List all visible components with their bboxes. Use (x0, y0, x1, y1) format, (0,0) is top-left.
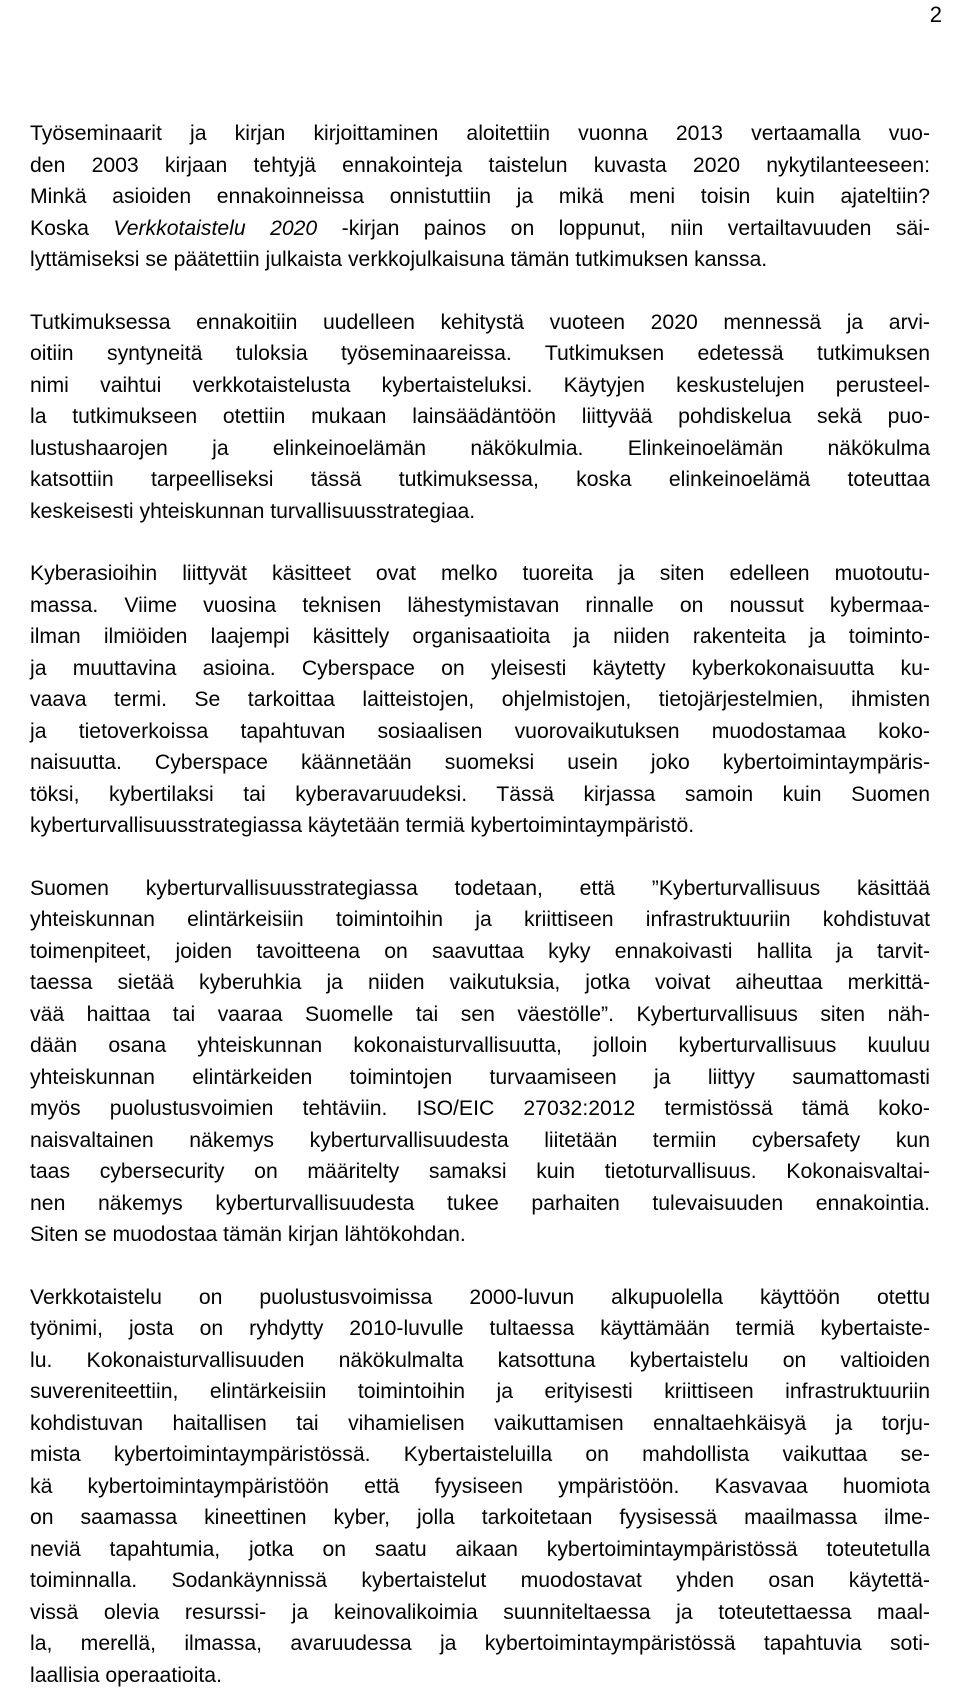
text-line: töksi, kybertilaksi tai kyberavaruudeksi. Tässä kirjassa samoin kuin Suomen (30, 779, 930, 811)
text-line: taas cybersecurity on määritelty samaksi kuin tietoturvallisuus. Kokonaisvaltai- (30, 1156, 930, 1188)
paragraph (30, 1282, 930, 1691)
text-line: naisvaltainen näkemys kyberturvallisuudesta liitetään termiin cybersafety kun (30, 1125, 930, 1157)
document-body (30, 118, 930, 1691)
text-line: toimenpiteet, joiden tavoitteena on saavuttaa kyky ennakoivasti hallita ja tarvit- (30, 936, 930, 968)
paragraph (30, 118, 930, 276)
text-line: on saamassa kineettinen kyber, jolla tarkoitetaan fyysisessä maailmassa ilme- (30, 1502, 930, 1534)
paragraph (30, 558, 930, 842)
text-line: la tutkimukseen otettiin mukaan lainsäädäntöön liittyvää pohdiskelua sekä puo- (30, 401, 930, 433)
text-line: toiminnalla. Sodankäynnissä kybertaistelut muodostavat yhden osan käytettä- (30, 1565, 930, 1597)
text-line: Suomen kyberturvallisuusstrategiassa todetaan, että ”Kyberturvallisuus käsittää (30, 873, 930, 905)
text-line: laallisia operaatioita. (30, 1660, 930, 1691)
text-line: naisuutta. Cyberspace käännetään suomeksi usein joko kybertoimintaympäris- (30, 747, 930, 779)
paragraph (30, 873, 930, 1251)
text-line: mista kybertoimintaympäristössä. Kybertaisteluilla on mahdollista vaikuttaa se- (30, 1439, 930, 1471)
text-line: Kyberasioihin liittyvät käsitteet ovat melko tuoreita ja siten edelleen muotoutu- (30, 558, 930, 590)
text-line: nen näkemys kyberturvallisuudesta tukee parhaiten tulevaisuuden ennakointia. (30, 1188, 930, 1220)
text-line: katsottiin tarpeelliseksi tässä tutkimuksessa, koska elinkeinoelämä toteuttaa (30, 464, 930, 496)
text-line: Minkä asioiden ennakoinneissa onnistuttiin ja mikä meni toisin kuin ajateltiin? (30, 181, 930, 213)
text-line: ja tietoverkoissa tapahtuvan sosiaalisen vuorovaikutuksen muodostamaa koko- (30, 716, 930, 748)
text-line: oitiin syntyneitä tuloksia työseminaareissa. Tutkimuksen edetessä tutkimuksen (30, 338, 930, 370)
text-line: nimi vaihtui verkkotaistelusta kybertaisteluksi. Käytyjen keskustelujen perusteel- (30, 370, 930, 402)
text-line: Siten se muodostaa tämän kirjan lähtökohdan. (30, 1219, 930, 1251)
text-line: taessa sietää kyberuhkia ja niiden vaikutuksia, jotka voivat aiheuttaa merkittä- (30, 967, 930, 999)
text-line: la, merellä, ilmassa, avaruudessa ja kybertoimintaympäristössä tapahtuvia soti- (30, 1628, 930, 1660)
text-line: kyberturvallisuusstrategiassa käytetään termiä kybertoimintaympäristö. (30, 810, 930, 842)
text-line: kä kybertoimintaympäristöön että fyysiseen ympäristöön. Kasvavaa huomiota (30, 1471, 930, 1503)
page-number: 2 (930, 2, 942, 28)
text-line: ja muuttavina asioina. Cyberspace on yleisesti käytetty kyberkokonaisuutta ku- (30, 653, 930, 685)
text-line: dään osana yhteiskunnan kokonaisturvallisuutta, jolloin kyberturvallisuus kuuluu (30, 1030, 930, 1062)
text-line: työnimi, josta on ryhdytty 2010-luvulle tultaessa käyttämään termiä kybertaiste- (30, 1313, 930, 1345)
text-line: lustushaarojen ja elinkeinoelämän näkökulmia. Elinkeinoelämän näkökulma (30, 433, 930, 465)
text-line: den 2003 kirjaan tehtyjä ennakointeja taistelun kuvasta 2020 nykytilanteeseen: (30, 150, 930, 182)
text-line: Tutkimuksessa ennakoitiin uudelleen kehitystä vuoteen 2020 mennessä ja arvi- (30, 307, 930, 339)
text-line: lu. Kokonaisturvallisuuden näkökulmalta katsottuna kybertaistelu on valtioiden (30, 1345, 930, 1377)
text-line: keskeisesti yhteiskunnan turvallisuusstrategiaa. (30, 496, 930, 528)
text-line: suvereniteettiin, elintärkeisiin toimintoihin ja erityisesti kriittiseen infrastruktuuriin (30, 1376, 930, 1408)
italic-title: Verkkotaistelu 2020 (113, 217, 317, 240)
text-line: Verkkotaistelu on puolustusvoimissa 2000-luvun alkupuolella käyttöön otettu (30, 1282, 930, 1314)
text-line: kohdistuvan haitallisen tai vihamielisen vaikuttamisen ennaltaehkäisyä ja torju- (30, 1408, 930, 1440)
text-line: vaava termi. Se tarkoittaa laitteistojen, ohjelmistojen, tietojärjestelmien, ihmisten (30, 684, 930, 716)
text-line: Koska Verkkotaistelu 2020 -kirjan painos on loppunut, niin vertailtavuuden säi- (30, 213, 930, 245)
text-line: myös puolustusvoimien tehtäviin. ISO/EIC 27032:2012 termistössä tämä koko- (30, 1093, 930, 1125)
text-line: vissä olevia resurssi- ja keinovalikoimia suunniteltaessa ja toteutettaessa maal- (30, 1597, 930, 1629)
text-line: yhteiskunnan elintärkeiden toimintojen turvaamiseen ja liittyy saumattomasti (30, 1062, 930, 1094)
text-line: neviä tapahtumia, jotka on saatu aikaan kybertoimintaympäristössä toteutetulla (30, 1534, 930, 1566)
text-line: vää haittaa tai vaaraa Suomelle tai sen väestölle”. Kyberturvallisuus siten näh- (30, 999, 930, 1031)
text-line: ilman ilmiöiden laajempi käsittely organisaatioita ja niiden rakenteita ja toiminto- (30, 621, 930, 653)
paragraph (30, 307, 930, 528)
text-line: yhteiskunnan elintärkeisiin toimintoihin ja kriittiseen infrastruktuuriin kohdistuvat (30, 904, 930, 936)
text-line: lyttämiseksi se päätettiin julkaista verkkojulkaisuna tämän tutkimuksen kanssa. (30, 244, 930, 276)
text-line: Työseminaarit ja kirjan kirjoittaminen aloitettiin vuonna 2013 vertaamalla vuo- (30, 118, 930, 150)
text-line: massa. Viime vuosina teknisen lähestymistavan rinnalle on noussut kybermaa- (30, 590, 930, 622)
